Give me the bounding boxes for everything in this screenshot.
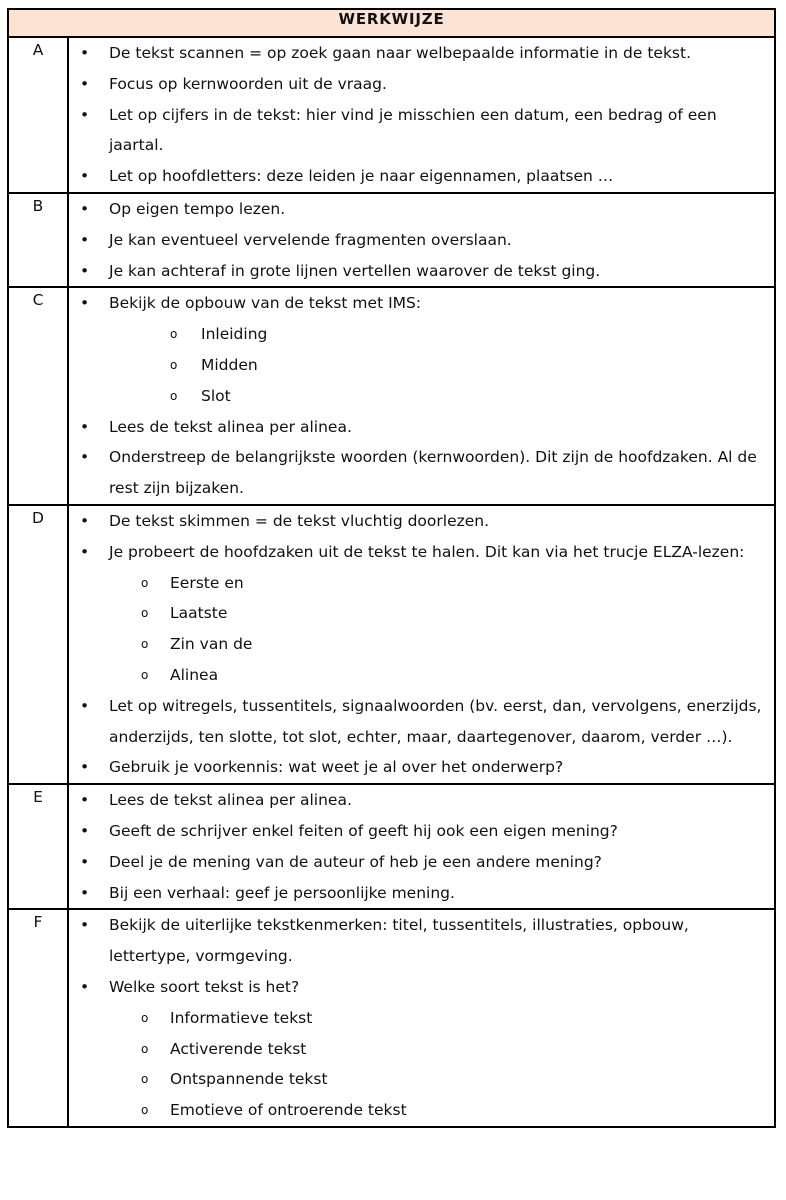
bullet-icon: [80, 100, 89, 131]
bullet-icon: [80, 256, 89, 287]
bullet-list: [69, 910, 774, 1002]
sub-list-item: o Emotieve of ontroerende tekst: [69, 1095, 774, 1126]
row-label: B: [8, 193, 68, 287]
sub-list-item: o Slot: [69, 381, 774, 412]
table-row-c: [8, 287, 775, 505]
list-item: • Je kan eventueel vervelende fragmenten overslaan.: [69, 225, 774, 256]
bullet-icon: [80, 38, 89, 69]
row-content: [68, 193, 775, 287]
list-item: • Bekijk de uiterlijke tekstkenmerken: titel, tussentitels, illustraties, opbouw, lettertype, vormgeving.: [69, 910, 774, 972]
circle-bullet-icon: [141, 568, 148, 599]
list-item: • Je kan achteraf in grote lijnen vertellen waarover de tekst ging.: [69, 256, 774, 287]
table-row-f: [8, 909, 775, 1127]
table-header-row: [8, 9, 775, 37]
list-item: • Deel je de mening van de auteur of heb je een andere mening?: [69, 847, 774, 878]
row-content: [68, 505, 775, 784]
circle-bullet-icon: [141, 1003, 148, 1034]
bullet-list: [69, 785, 774, 908]
bullet-icon: [80, 288, 89, 319]
bullet-icon: [80, 691, 89, 722]
row-label: C: [8, 287, 68, 505]
row-content: [68, 909, 775, 1127]
row-label: E: [8, 784, 68, 909]
sub-list-item: o Ontspannende tekst: [69, 1064, 774, 1095]
list-item: • Welke soort tekst is het?: [69, 972, 774, 1003]
row-label: D: [8, 505, 68, 784]
bullet-icon: [80, 412, 89, 443]
bullet-icon: [80, 752, 89, 783]
werkwijze-table: [7, 8, 776, 1128]
sub-list-item: o Zin van de: [69, 629, 774, 660]
row-label: A: [8, 37, 68, 193]
bullet-icon: [80, 194, 89, 225]
bullet-icon: [80, 910, 89, 941]
circle-bullet-icon: [141, 1095, 148, 1126]
list-item: • Focus op kernwoorden uit de vraag.: [69, 69, 774, 100]
sub-list-item: o Inleiding: [69, 319, 774, 350]
circle-bullet-icon: [141, 598, 148, 629]
bullet-icon: [80, 442, 89, 473]
list-item: • Let op hoofdletters: deze leiden je naar eigennamen, plaatsen …: [69, 161, 774, 192]
bullet-list: [69, 38, 774, 192]
bullet-icon: [80, 506, 89, 537]
bullet-icon: [80, 816, 89, 847]
list-item: • Let op witregels, tussentitels, signaalwoorden (bv. eerst, dan, vervolgens, enerzijds, anderzijds, ten slotte, tot slot, echter, maar, daartegenover, daarom, verder …).: [69, 691, 774, 753]
table-row-e: [8, 784, 775, 909]
list-item: • Bij een verhaal: geef je persoonlijke mening.: [69, 878, 774, 909]
sub-bullet-list: [69, 1003, 774, 1126]
sub-list-item: o Informatieve tekst: [69, 1003, 774, 1034]
circle-bullet-icon: [170, 350, 177, 381]
row-label: F: [8, 909, 68, 1127]
list-item: • Lees de tekst alinea per alinea.: [69, 412, 774, 443]
list-item: • Geeft de schrijver enkel feiten of geeft hij ook een eigen mening?: [69, 816, 774, 847]
table-title: WERKWIJZE: [8, 9, 775, 37]
table-row-d: [8, 505, 775, 784]
circle-bullet-icon: [141, 1034, 148, 1065]
sub-bullet-list: [69, 568, 774, 691]
bullet-icon: [80, 161, 89, 192]
list-item: • De tekst skimmen = de tekst vluchtig doorlezen.: [69, 506, 774, 537]
bullet-icon: [80, 847, 89, 878]
sub-bullet-list: [69, 319, 774, 411]
bullet-list: [69, 194, 774, 286]
sub-list-item: o Eerste en: [69, 568, 774, 599]
circle-bullet-icon: [170, 381, 177, 412]
circle-bullet-icon: [141, 660, 148, 691]
sub-list-item: o Alinea: [69, 660, 774, 691]
table-row-b: [8, 193, 775, 287]
bullet-list: [69, 506, 774, 568]
row-content: [68, 37, 775, 193]
circle-bullet-icon: [141, 1064, 148, 1095]
bullet-icon: [80, 537, 89, 568]
bullet-list: [69, 691, 774, 783]
sub-list-item: o Midden: [69, 350, 774, 381]
list-item: • Gebruik je voorkennis: wat weet je al over het onderwerp?: [69, 752, 774, 783]
list-item: • Bekijk de opbouw van de tekst met IMS:: [69, 288, 774, 319]
bullet-list: [69, 412, 774, 504]
bullet-list: [69, 288, 774, 319]
list-item: • Lees de tekst alinea per alinea.: [69, 785, 774, 816]
bullet-icon: [80, 785, 89, 816]
row-content: [68, 784, 775, 909]
circle-bullet-icon: [170, 319, 177, 350]
bullet-icon: [80, 69, 89, 100]
bullet-icon: [80, 225, 89, 256]
list-item: • Op eigen tempo lezen.: [69, 194, 774, 225]
row-content: [68, 287, 775, 505]
list-item: • Je probeert de hoofdzaken uit de tekst te halen. Dit kan via het trucje ELZA-lezen:: [69, 537, 774, 568]
circle-bullet-icon: [141, 629, 148, 660]
bullet-icon: [80, 878, 89, 909]
list-item: • Onderstreep de belangrijkste woorden (kernwoorden). Dit zijn de hoofdzaken. Al de rest zijn bijzaken.: [69, 442, 774, 504]
list-item: • Let op cijfers in de tekst: hier vind je misschien een datum, een bedrag of een jaartal.: [69, 100, 774, 162]
sub-list-item: o Laatste: [69, 598, 774, 629]
list-item: • De tekst scannen = op zoek gaan naar welbepaalde informatie in de tekst.: [69, 38, 774, 69]
table-row-a: [8, 37, 775, 193]
sub-list-item: o Activerende tekst: [69, 1034, 774, 1065]
bullet-icon: [80, 972, 89, 1003]
